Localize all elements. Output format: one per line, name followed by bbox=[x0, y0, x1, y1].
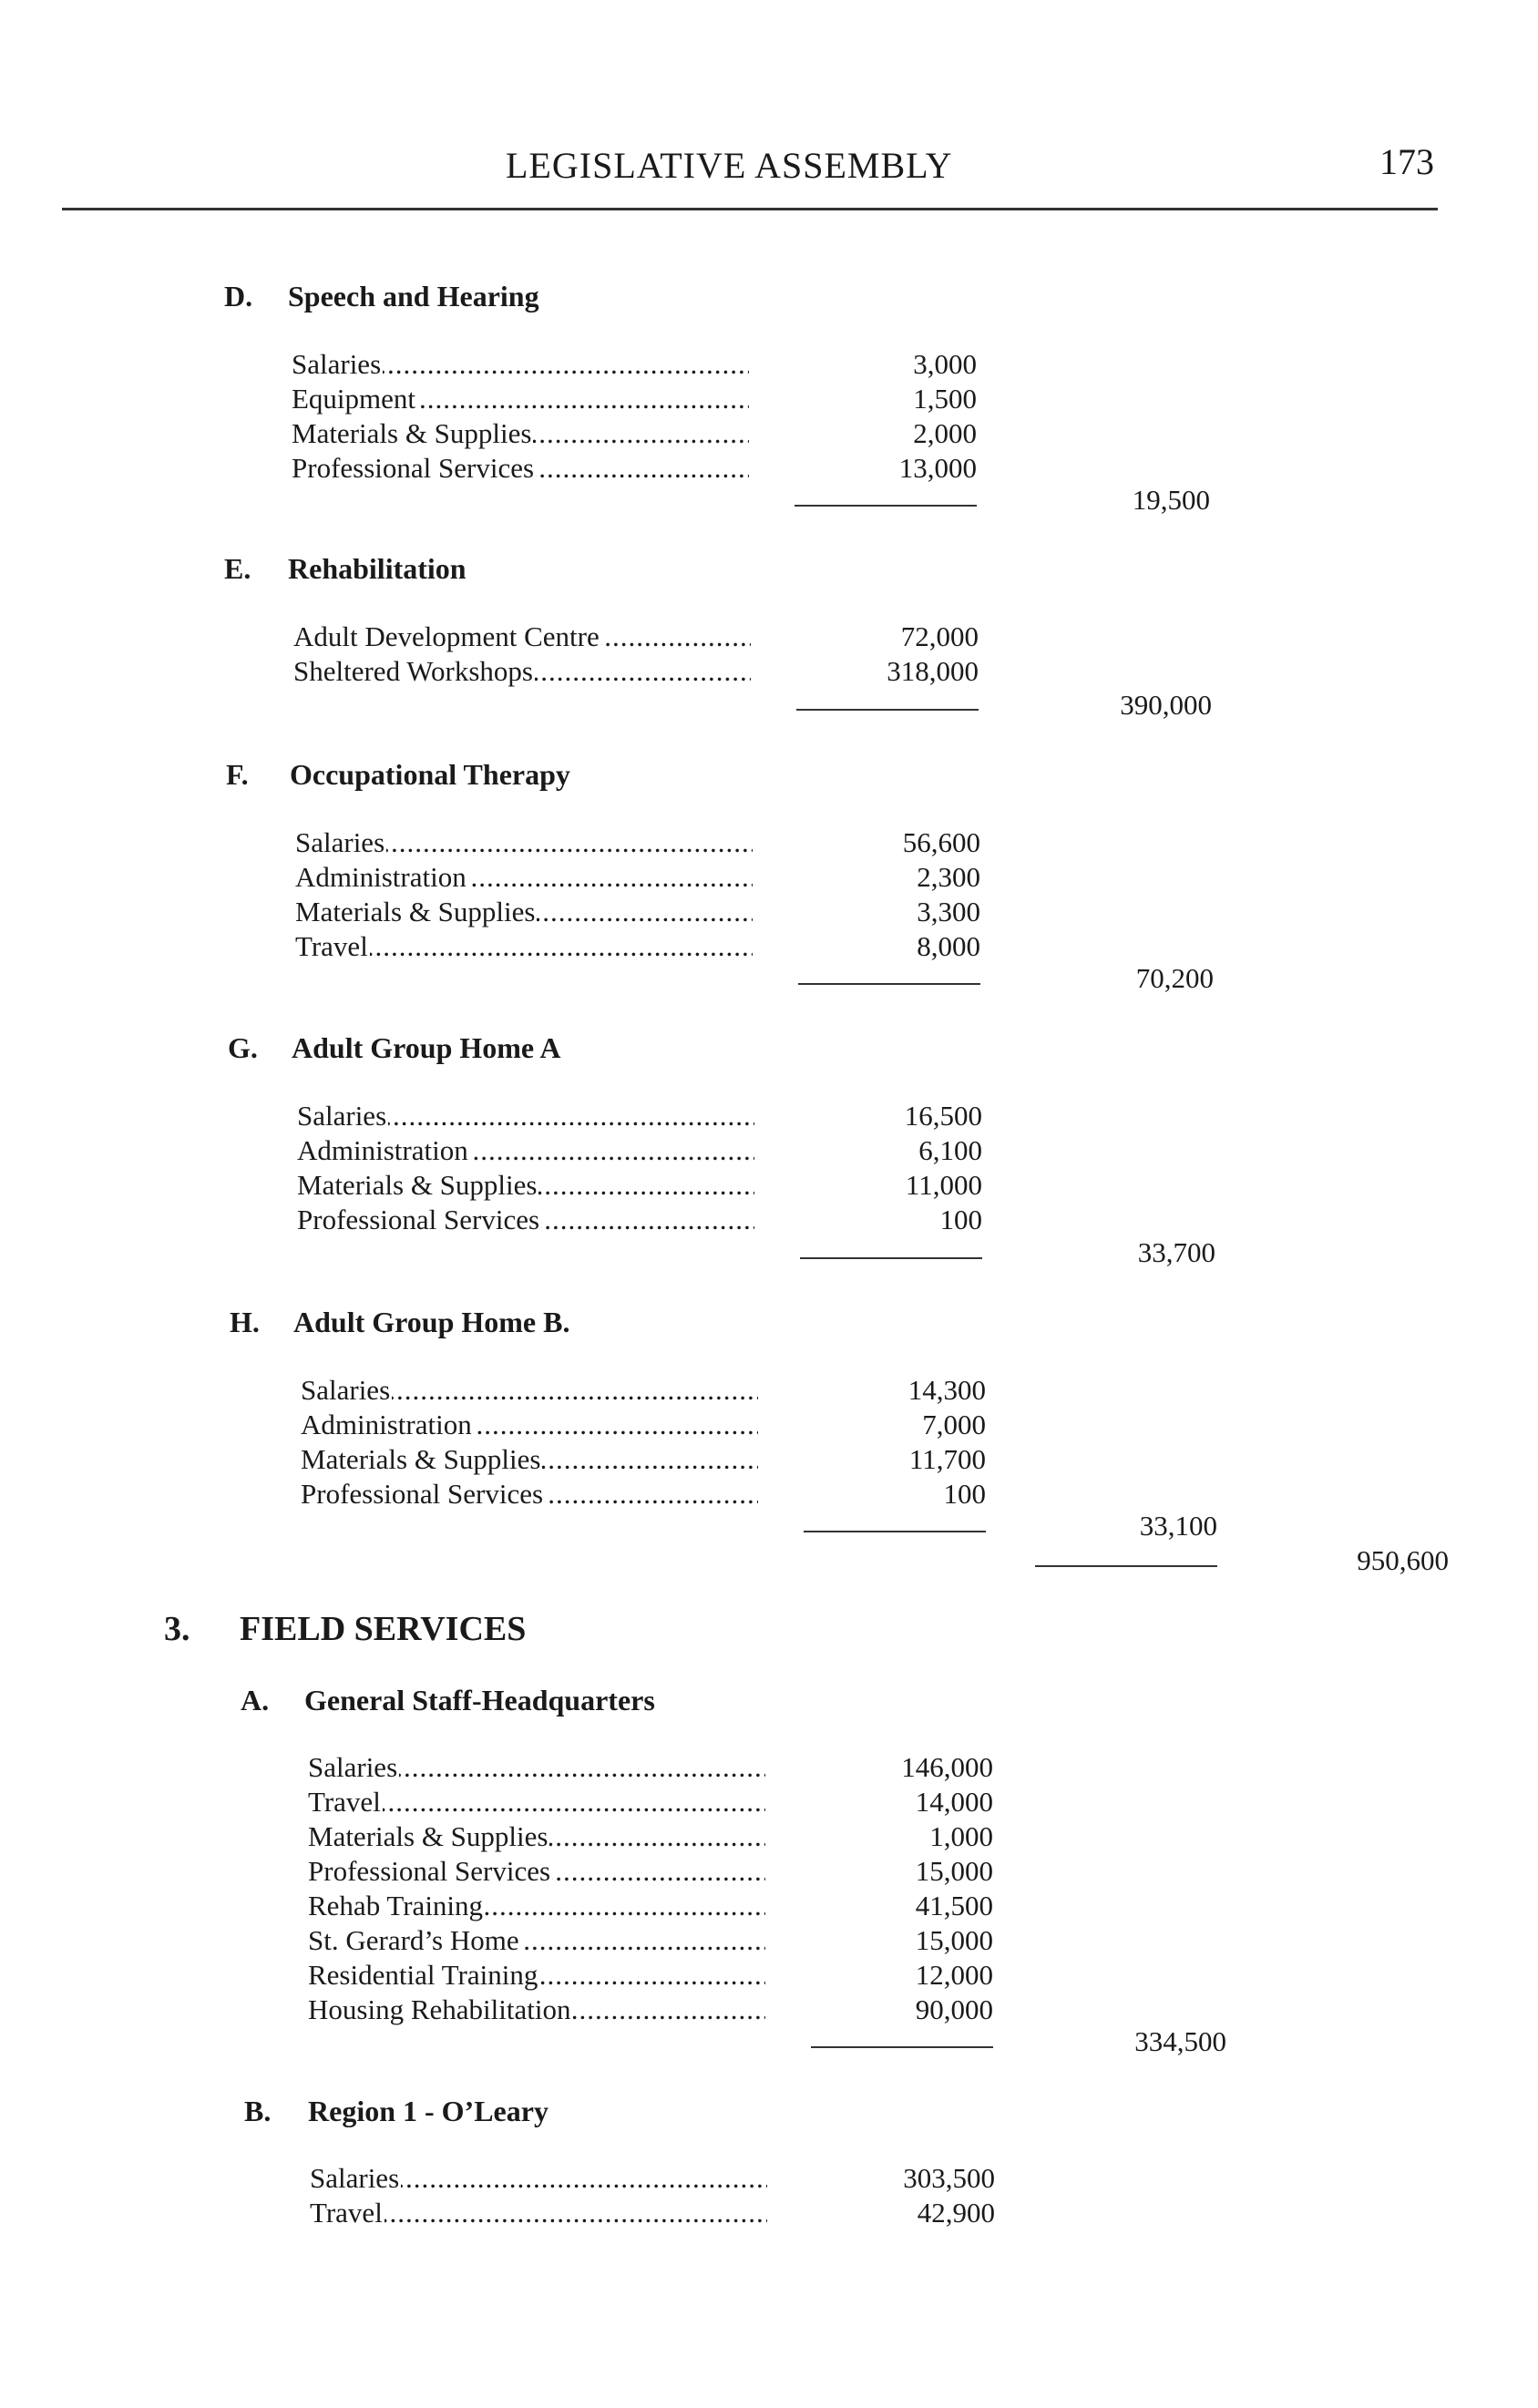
line-item-label: Materials & Supplies bbox=[297, 1169, 538, 1201]
section-letter: B. bbox=[244, 2095, 272, 2127]
section-title: Adult Group Home B. bbox=[293, 1306, 570, 1338]
line-item bbox=[292, 451, 749, 486]
line-item-label: Professional Services bbox=[297, 1204, 540, 1235]
line-item-label: Salaries bbox=[301, 1374, 391, 1406]
section-total: 70,200 bbox=[1135, 962, 1214, 994]
line-item-amount: 303,500 bbox=[903, 2162, 995, 2194]
section-total: 33,100 bbox=[1139, 1510, 1217, 1542]
line-item bbox=[292, 382, 749, 416]
section-heading-d bbox=[224, 280, 539, 313]
line-item-label: Residential Training bbox=[308, 1959, 538, 1991]
line-item bbox=[308, 1854, 765, 1889]
section-title: Adult Group Home A bbox=[292, 1031, 561, 1064]
line-item bbox=[308, 1819, 765, 1854]
line-item bbox=[301, 1408, 758, 1442]
line-item-amount: 3,000 bbox=[913, 348, 977, 380]
line-item bbox=[297, 1203, 754, 1237]
major-section-title: FIELD SERVICES bbox=[240, 1610, 527, 1648]
subtotal-rule bbox=[804, 1531, 986, 1532]
section-total: 334,500 bbox=[1134, 2025, 1226, 2057]
section-total: 19,500 bbox=[1132, 484, 1210, 516]
line-item-label: Salaries bbox=[292, 348, 382, 380]
line-item-label: Administration bbox=[301, 1409, 472, 1440]
line-item-amount: 42,900 bbox=[917, 2197, 995, 2229]
line-item-amount: 2,000 bbox=[913, 417, 977, 449]
line-item bbox=[310, 2161, 767, 2196]
line-item bbox=[308, 1958, 765, 1993]
line-item bbox=[297, 1099, 754, 1133]
line-item bbox=[293, 620, 751, 654]
line-item-amount: 11,700 bbox=[908, 1443, 986, 1475]
line-item-label: Travel bbox=[310, 2197, 383, 2229]
section-heading-e bbox=[224, 552, 467, 586]
major-heading-field-services bbox=[164, 1609, 711, 1651]
line-item bbox=[295, 895, 753, 929]
line-item-amount: 1,000 bbox=[929, 1820, 993, 1852]
grand-total-rule bbox=[1035, 1565, 1217, 1567]
section-letter: F. bbox=[226, 758, 249, 791]
line-item-amount: 12,000 bbox=[915, 1959, 993, 1991]
section-heading-b bbox=[244, 2095, 549, 2128]
line-item-amount: 15,000 bbox=[915, 1924, 993, 1956]
section-letter: A. bbox=[241, 1684, 270, 1716]
line-item-label: Travel bbox=[308, 1786, 381, 1818]
line-item-label: Professional Services bbox=[308, 1855, 551, 1887]
line-item-amount: 14,000 bbox=[915, 1786, 993, 1818]
line-item-label: St. Gerard’s Home bbox=[308, 1924, 519, 1956]
section-letter: D. bbox=[224, 280, 253, 313]
section-title: Region 1 - O’Leary bbox=[308, 2095, 549, 2127]
line-item-label: Adult Development Centre bbox=[293, 620, 600, 652]
line-item bbox=[292, 347, 749, 382]
line-item-label: Administration bbox=[297, 1134, 468, 1166]
line-item-label: Administration bbox=[295, 861, 467, 893]
header-divider bbox=[62, 208, 1438, 210]
line-item bbox=[308, 1785, 765, 1819]
line-item bbox=[292, 416, 749, 451]
line-item-label: Equipment bbox=[292, 383, 416, 415]
line-item bbox=[310, 2196, 767, 2230]
section-letter: E. bbox=[224, 552, 251, 585]
section-letter: H. bbox=[230, 1306, 260, 1338]
line-item bbox=[308, 1993, 765, 2027]
subtotal-rule bbox=[795, 505, 977, 507]
subtotal-rule bbox=[798, 983, 980, 985]
line-item bbox=[301, 1442, 758, 1477]
subtotal-rule bbox=[800, 1257, 982, 1259]
line-item bbox=[308, 1923, 765, 1958]
line-item-amount: 14,300 bbox=[907, 1374, 986, 1406]
line-item-label: Materials & Supplies bbox=[308, 1820, 549, 1852]
line-item bbox=[293, 654, 751, 689]
line-item bbox=[297, 1133, 754, 1168]
major-section-number: 3. bbox=[164, 1610, 190, 1648]
section-title: Rehabilitation bbox=[288, 552, 467, 585]
line-item-label: Materials & Supplies bbox=[295, 896, 536, 927]
section-total: 33,700 bbox=[1137, 1236, 1215, 1268]
line-item-amount: 7,000 bbox=[922, 1409, 986, 1440]
line-item-label: Salaries bbox=[310, 2162, 400, 2194]
line-item bbox=[295, 825, 753, 860]
line-item-label: Housing Rehabilitation bbox=[308, 1993, 571, 2025]
line-item-amount: 15,000 bbox=[915, 1855, 993, 1887]
line-item-amount: 72,000 bbox=[900, 620, 979, 652]
line-item bbox=[295, 860, 753, 895]
line-item-amount: 41,500 bbox=[915, 1890, 993, 1921]
line-item-amount: 318,000 bbox=[887, 655, 979, 687]
line-item bbox=[308, 1889, 765, 1923]
line-item-label: Professional Services bbox=[292, 452, 535, 484]
line-item-amount: 56,600 bbox=[902, 826, 980, 858]
line-item-label: Rehab Training bbox=[308, 1890, 484, 1921]
line-item-amount: 1,500 bbox=[913, 383, 977, 415]
line-item-label: Materials & Supplies bbox=[301, 1443, 541, 1475]
grand-total: 950,600 bbox=[1357, 1544, 1449, 1576]
line-item-amount: 100 bbox=[943, 1478, 986, 1510]
section-heading-h bbox=[230, 1306, 569, 1339]
line-item bbox=[301, 1373, 758, 1408]
line-item-amount: 2,300 bbox=[917, 861, 980, 893]
subtotal-rule bbox=[811, 2046, 993, 2048]
line-item-label: Salaries bbox=[295, 826, 385, 858]
line-item-amount: 6,100 bbox=[918, 1134, 982, 1166]
line-item-amount: 8,000 bbox=[917, 930, 980, 962]
line-item-label: Professional Services bbox=[301, 1478, 544, 1510]
section-heading-f bbox=[226, 758, 570, 792]
line-item-amount: 16,500 bbox=[904, 1100, 982, 1132]
line-item-amount: 11,000 bbox=[905, 1169, 982, 1201]
section-letter: G. bbox=[228, 1031, 258, 1064]
line-item bbox=[295, 929, 753, 964]
line-item bbox=[301, 1477, 758, 1511]
line-item-label: Travel bbox=[295, 930, 368, 962]
line-item-label: Salaries bbox=[308, 1751, 398, 1783]
line-item-label: Salaries bbox=[297, 1100, 387, 1132]
section-title: General Staff-Headquarters bbox=[304, 1684, 655, 1716]
page-number: 173 bbox=[1379, 141, 1434, 182]
line-item-amount: 3,300 bbox=[917, 896, 980, 927]
section-heading-a bbox=[241, 1684, 655, 1717]
line-item bbox=[308, 1750, 765, 1785]
section-heading-g bbox=[228, 1031, 560, 1065]
line-item-amount: 100 bbox=[939, 1204, 982, 1235]
page-header bbox=[0, 0, 1538, 219]
line-item-label: Sheltered Workshops bbox=[293, 655, 533, 687]
line-item-amount: 13,000 bbox=[898, 452, 977, 484]
line-item-label: Materials & Supplies bbox=[292, 417, 532, 449]
line-item-amount: 146,000 bbox=[901, 1751, 993, 1783]
section-total: 390,000 bbox=[1120, 689, 1212, 721]
section-title: Occupational Therapy bbox=[290, 758, 570, 791]
line-item bbox=[297, 1168, 754, 1203]
page-title: LEGISLATIVE ASSEMBLY bbox=[506, 145, 953, 186]
line-item-amount: 90,000 bbox=[915, 1993, 993, 2025]
subtotal-rule bbox=[796, 709, 979, 711]
section-title: Speech and Hearing bbox=[288, 280, 539, 313]
